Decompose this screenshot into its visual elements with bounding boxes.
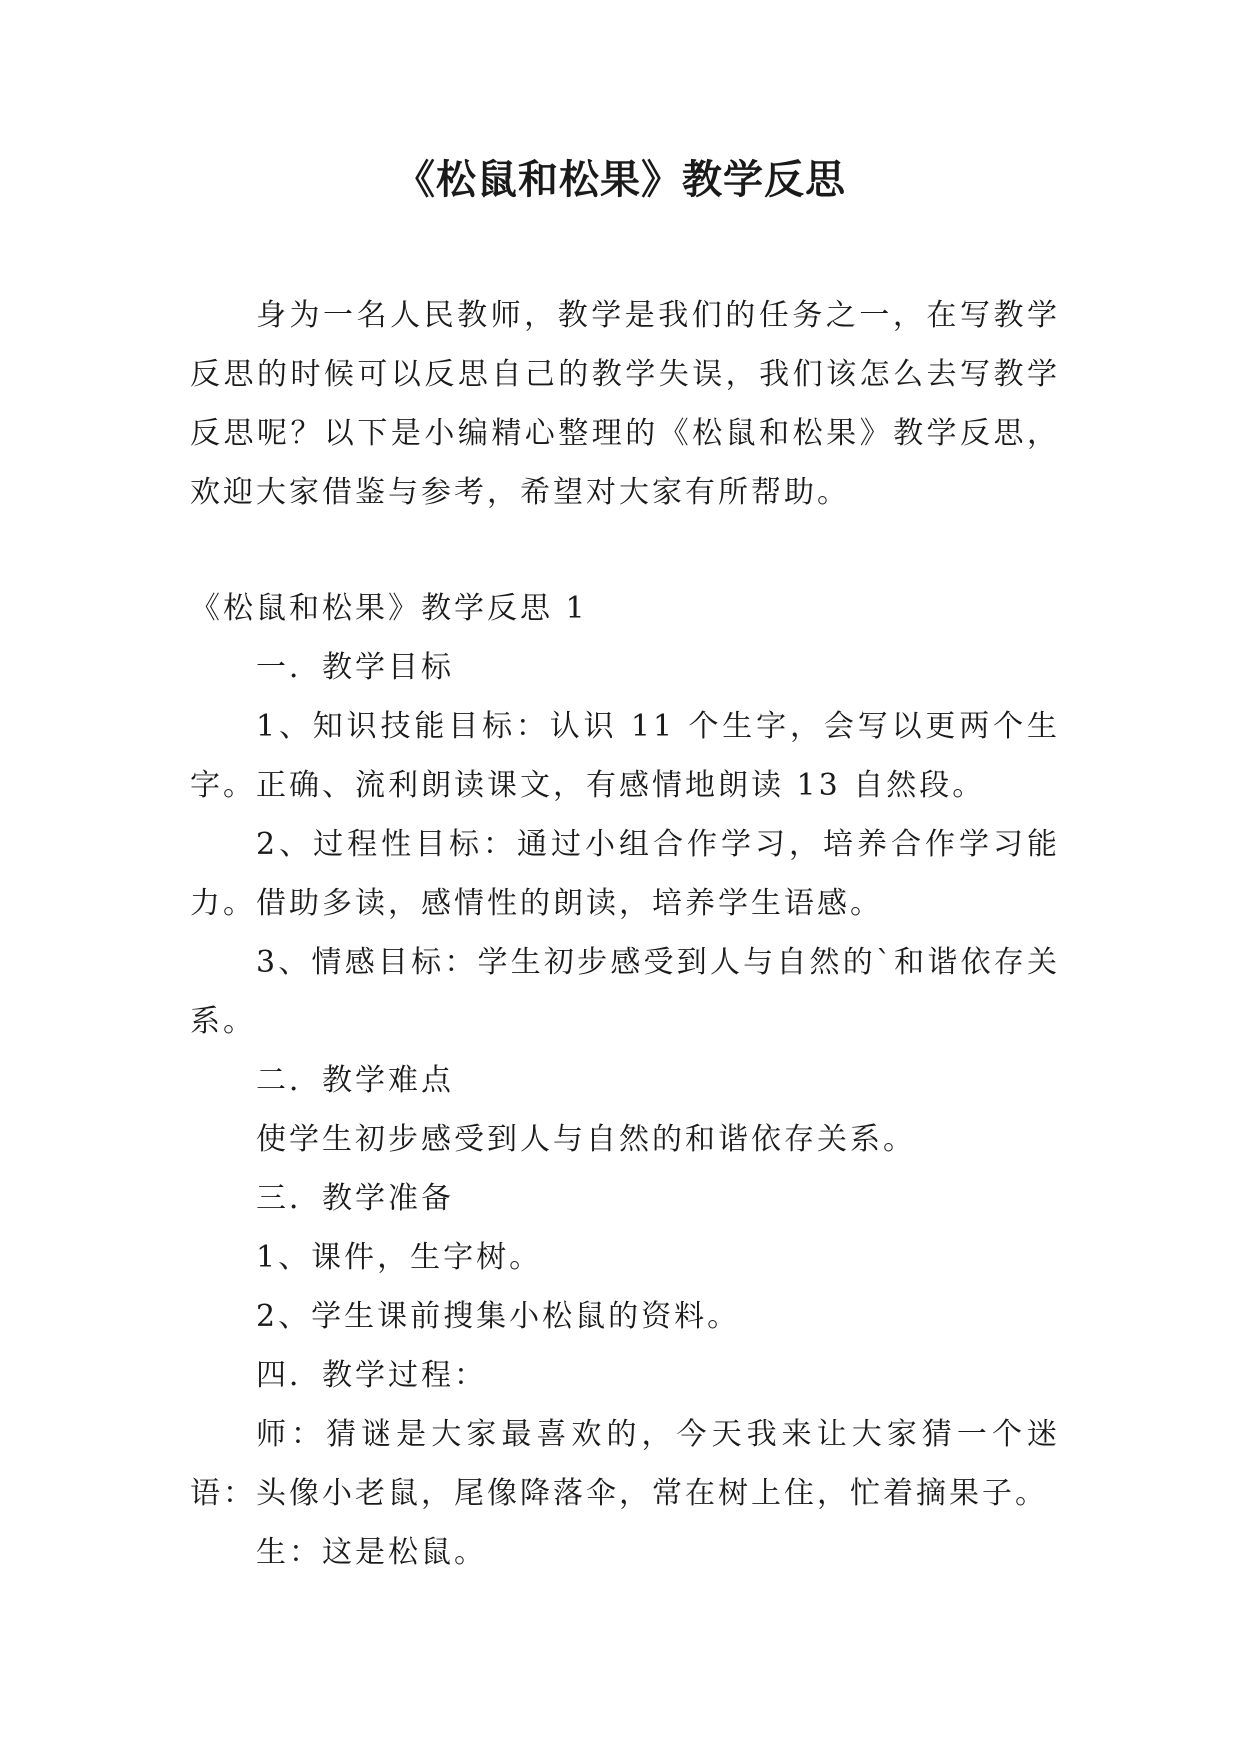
document-title: 《松鼠和松果》教学反思	[395, 157, 846, 203]
goal-knowledge-skills: 1、知识技能目标：认识 11 个生字，会写以更两个生字。正确、流利朗读课文，有感情地朗读 13 自然段。	[190, 709, 1060, 803]
heading-teaching-goals: 一．教学目标	[256, 650, 454, 685]
preparation-item-2: 2、学生课前搜集小松鼠的资料。	[256, 1299, 741, 1334]
preparation-item-1: 1、课件，生字树。	[256, 1240, 543, 1275]
heading-teaching-preparation: 三．教学准备	[256, 1181, 454, 1216]
intro-paragraph: 身为一名人民教师，教学是我们的任务之一，在写教学反思的时候可以反思自己的教学失误，我们该怎么去写教学反思呢？以下是小编精心整理的《松鼠和松果》教学反思，欢迎大家借鉴与参考，希望对大家有所帮助。	[190, 298, 1060, 510]
goal-emotion: 3、情感目标：学生初步感受到人与自然的`和谐依存关系。	[190, 945, 1060, 1039]
teacher-riddle: 师：猜谜是大家最喜欢的，今天我来让大家猜一个迷语：头像小老鼠，尾像降落伞，常在树上住，忙着摘果子。	[190, 1417, 1060, 1511]
difficulty-text: 使学生初步感受到人与自然的和谐依存关系。	[256, 1122, 916, 1157]
section-heading: 《松鼠和松果》教学反思 1	[190, 591, 588, 626]
goal-process: 2、过程性目标：通过小组合作学习，培养合作学习能力。借助多读，感情性的朗读，培养学生语感。	[190, 827, 1060, 921]
document-body	[190, 286, 1060, 1582]
student-answer: 生：这是松鼠。	[256, 1535, 487, 1570]
heading-teaching-difficulty: 二．教学难点	[256, 1063, 454, 1098]
heading-teaching-process: 四．教学过程：	[256, 1358, 487, 1393]
